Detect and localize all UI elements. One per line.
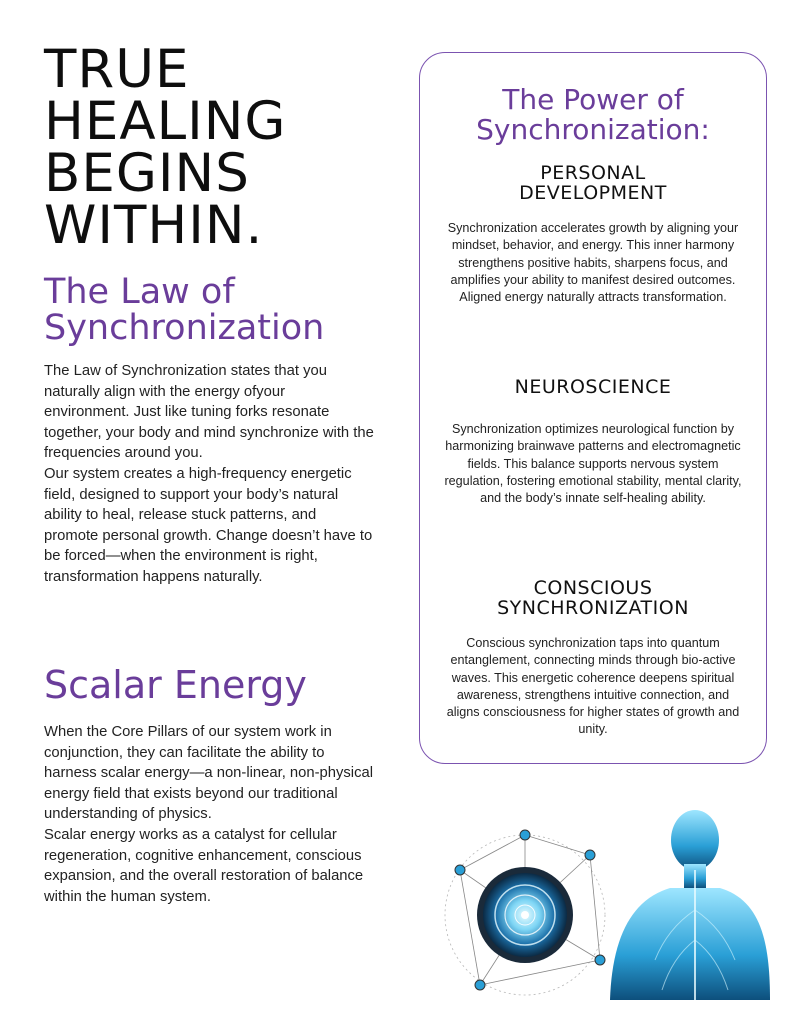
law-title-line: Synchronization: [44, 308, 325, 348]
heading-line: PERSONAL: [540, 162, 646, 184]
hero-line: TRUE: [44, 39, 190, 100]
heading-line: DEVELOPMENT: [519, 182, 667, 204]
law-paragraph: Our system creates a high-frequency energetic field, designed to support your body’s natural ability to heal, release stuck patterns, and promote personal growth. Change doesn’t have to be forced—when the environment is right, transformation happens naturally.: [44, 465, 373, 585]
law-title: [44, 274, 384, 346]
conscious-synchronization-text: Conscious synchronization taps into quantum entanglement, connecting minds through bio-active waves. This energetic coherence deepens spiritual awareness, strengthens intuitive connection, and aligns consciousness for higher states of growth and unity.: [446, 636, 740, 737]
hero-line: WITHIN.: [44, 195, 264, 256]
energy-body-illustration-icon: [440, 800, 770, 1000]
law-paragraph: The Law of Synchronization states that you naturally align with the energy ofyour environment. Just like tuning forks resonate together, your body and mind synchronize with the frequencies around you.: [44, 363, 374, 462]
hero-heading: [44, 39, 384, 256]
heading-line: CONSCIOUS: [533, 577, 653, 599]
neuroscience-text: Synchronization optimizes neurological function by harmonizing brainwave patterns and electromagnetic fields. This balance supports nervous system regulation, fostering emotional stability, mental clarity, and the body’s innate self-healing ability.: [444, 422, 742, 506]
personal-development-heading: [430, 163, 756, 203]
power-title: [420, 85, 766, 145]
scalar-paragraph: When the Core Pillars of our system work in conjunction, they can facilitate the ability to harness scalar energy—a non-linear, non-physical energy field that exists beyond our traditional understanding of physics.: [44, 724, 373, 823]
heading-line: NEUROSCIENCE: [514, 376, 672, 398]
law-title-line: The Law of: [44, 272, 235, 312]
human-figure: [610, 810, 770, 1000]
energy-orb: [477, 867, 573, 963]
heading-line: SYNCHRONIZATION: [497, 597, 689, 619]
hero-line: BEGINS: [44, 143, 250, 204]
power-title-line: Synchronization:: [476, 113, 710, 146]
scalar-title: Scalar Energy: [44, 663, 307, 707]
power-title-line: The Power of: [502, 83, 684, 116]
power-panel: [419, 52, 767, 764]
law-body: [44, 361, 374, 588]
personal-development-text: Synchronization accelerates growth by aligning your mindset, behavior, and energy. This inner harmony strengthens positive habits, sharpens focus, and amplifies your ability to manifest desired outcomes. Aligned energy naturally attracts transformation.: [447, 221, 739, 305]
neuroscience-heading: [430, 377, 756, 397]
scalar-body: [44, 722, 374, 907]
scalar-paragraph: Scalar energy works as a catalyst for cellular regeneration, cognitive enhancement, conscious expansion, and the overall restoration of balance within the human system.: [44, 826, 364, 905]
hero-line: HEALING: [44, 91, 287, 152]
conscious-synchronization-heading: [430, 578, 756, 618]
